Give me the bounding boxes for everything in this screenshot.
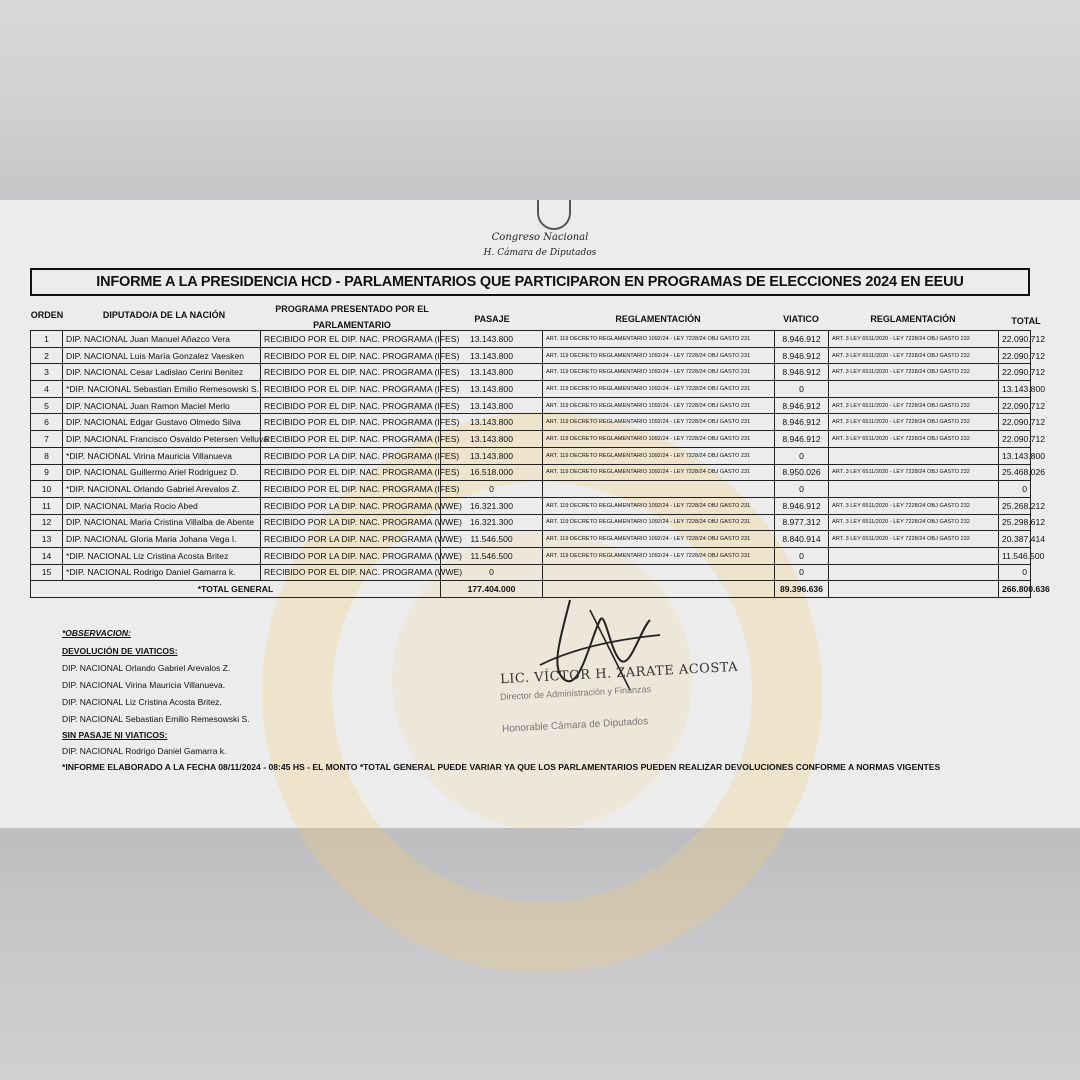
observacion-title: *OBSERVACION: xyxy=(62,628,131,638)
row-diputado-name: DIP. NACIONAL Maria Cristina Villalba de Abente xyxy=(63,514,261,531)
row-total: 11.546.500 xyxy=(999,547,1031,564)
row-diputado-name: *DIP. NACIONAL Virina Mauricia Villanueva xyxy=(63,447,261,464)
row-diputado-name: *DIP. NACIONAL Rodrigo Daniel Gamarra k. xyxy=(63,564,261,581)
row-total: 0 xyxy=(999,564,1031,581)
row-diputado-name: *DIP. NACIONAL Sebastian Emilio Remesowski S. xyxy=(63,381,261,398)
row-pasaje: 16.321.300 xyxy=(441,497,543,514)
row-programa: RECIBIDO POR LA DIP. NAC. PROGRAMA (WWE) xyxy=(261,531,441,548)
row-orden: 7 xyxy=(31,431,63,448)
row-diputado-name: DIP. NACIONAL Maria Rocio Abed xyxy=(63,497,261,514)
row-total: 25.468.026 xyxy=(999,464,1031,481)
row-orden: 5 xyxy=(31,397,63,414)
row-diputado-name: DIP. NACIONAL Guillermo Ariel Rodriguez D. xyxy=(63,464,261,481)
row-total: 22.090.712 xyxy=(999,414,1031,431)
row-diputado-name: DIP. NACIONAL Edgar Gustavo Olmedo Silva xyxy=(63,414,261,431)
row-reglamentacion: ART. 119 DECRETO REGLAMENTARIO 1092/24 - LEY 7228/24 OBJ GASTO 231 xyxy=(543,431,775,448)
table-row xyxy=(31,364,1031,381)
total-general-viatico: 89.396.636 xyxy=(775,581,829,598)
row-diputado-name: DIP. NACIONAL Cesar Ladislao Cerini Benitez xyxy=(63,364,261,381)
row-diputado-name: DIP. NACIONAL Juan Manuel Añazco Vera xyxy=(63,331,261,348)
row-diputado-name: DIP. NACIONAL Luis María Gonzalez Vaesken xyxy=(63,347,261,364)
row-viatico: 8.946.912 xyxy=(775,414,829,431)
devolucion-item: DIP. NACIONAL Liz Cristina Acosta Britez. xyxy=(62,697,222,707)
row-orden: 12 xyxy=(31,514,63,531)
row-viatico: 8.840.914 xyxy=(775,531,829,548)
row-reglamentacion2: ART. 3 LEY 6511/2020 - LEY 7228/24 OBJ GASTO 232 xyxy=(829,431,999,448)
row-reglamentacion2: ART. 3 LEY 6511/2020 - LEY 7228/24 OBJ GASTO 232 xyxy=(829,364,999,381)
total-general-label: *TOTAL GENERAL xyxy=(31,581,441,598)
row-total: 22.090.712 xyxy=(999,347,1031,364)
row-orden: 10 xyxy=(31,481,63,498)
row-reglamentacion xyxy=(543,564,775,581)
devolucion-item: DIP. NACIONAL Orlando Gabriel Arevalos Z. xyxy=(62,663,231,673)
row-viatico: 0 xyxy=(775,381,829,398)
report-title: INFORME A LA PRESIDENCIA HCD - PARLAMENTARIOS QUE PARTICIPARON EN PROGRAMAS DE ELECCIONES 2024 EN EEUU xyxy=(30,268,1030,296)
row-viatico: 0 xyxy=(775,547,829,564)
document-page xyxy=(0,200,1080,828)
row-programa: RECIBIDO POR LA DIP. NAC. PROGRAMA (WWE) xyxy=(261,497,441,514)
row-programa: RECIBIDO POR EL DIP. NAC. PROGRAMA (IFES) xyxy=(261,381,441,398)
col-reglamentacion2-header: REGLAMENTACIÓN xyxy=(870,314,956,324)
row-total: 13.143.800 xyxy=(999,447,1031,464)
row-reglamentacion: ART. 119 DECRETO REGLAMENTARIO 1092/24 - LEY 7228/24 OBJ GASTO 231 xyxy=(543,414,775,431)
row-orden: 1 xyxy=(31,331,63,348)
row-total: 13.143.800 xyxy=(999,381,1031,398)
row-pasaje: 13.143.800 xyxy=(441,414,543,431)
row-pasaje: 13.143.800 xyxy=(441,331,543,348)
row-viatico: 8.946.912 xyxy=(775,331,829,348)
row-viatico: 8.946.912 xyxy=(775,497,829,514)
row-reglamentacion: ART. 119 DECRETO REGLAMENTARIO 1092/24 - LEY 7228/24 OBJ GASTO 231 xyxy=(543,397,775,414)
row-programa: RECIBIDO POR EL DIP. NAC. PROGRAMA (IFES) xyxy=(261,414,441,431)
row-reglamentacion2: ART. 3 LEY 6511/2020 - LEY 7228/24 OBJ GASTO 232 xyxy=(829,531,999,548)
row-reglamentacion: ART. 119 DECRETO REGLAMENTARIO 1092/24 - LEY 7228/24 OBJ GASTO 231 xyxy=(543,364,775,381)
row-programa: RECIBIDO POR LA DIP. NAC. PROGRAMA (WWE) xyxy=(261,547,441,564)
row-pasaje: 11.546.500 xyxy=(441,547,543,564)
row-pasaje: 16.321.300 xyxy=(441,514,543,531)
col-programa-header-l2: PARLAMENTARIO xyxy=(313,320,391,330)
row-programa: RECIBIDO POR EL DIP. NAC. PROGRAMA (IFES) xyxy=(261,364,441,381)
row-reglamentacion: ART. 119 DECRETO REGLAMENTARIO 1092/24 - LEY 7228/24 OBJ GASTO 231 xyxy=(543,514,775,531)
row-viatico: 8.946.912 xyxy=(775,347,829,364)
row-reglamentacion2: ART. 3 LEY 6511/2020 - LEY 7228/24 OBJ GASTO 232 xyxy=(829,414,999,431)
row-reglamentacion: ART. 119 DECRETO REGLAMENTARIO 1092/24 - LEY 7228/24 OBJ GASTO 231 xyxy=(543,497,775,514)
signature-chamber: Honorable Cámara de Diputados xyxy=(501,716,649,735)
table-row xyxy=(31,447,1031,464)
sin-pasaje-item: DIP. NACIONAL Rodrigo Daniel Gamarra k. xyxy=(62,746,227,756)
row-diputado-name: *DIP. NACIONAL Orlando Gabriel Arevalos Z. xyxy=(63,481,261,498)
col-reglamentacion-header: REGLAMENTACIÓN xyxy=(615,314,701,324)
row-reglamentacion2 xyxy=(829,447,999,464)
row-total: 25.298.612 xyxy=(999,514,1031,531)
table-row xyxy=(31,531,1031,548)
row-viatico: 8.946.912 xyxy=(775,397,829,414)
row-reglamentacion: ART. 119 DECRETO REGLAMENTARIO 1092/24 - LEY 7228/24 OBJ GASTO 231 xyxy=(543,331,775,348)
table-row xyxy=(31,464,1031,481)
row-total: 22.090.712 xyxy=(999,397,1031,414)
table-row xyxy=(31,497,1031,514)
row-pasaje: 16.518.000 xyxy=(441,464,543,481)
report-note: *INFORME ELABORADO A LA FECHA 08/11/2024 - 08:45 HS - EL MONTO *TOTAL GENERAL PUEDE VARIAR YA QUE LOS PARLAMENTARIOS PUEDEN REALIZAR DEVOLUCIONES CONFORME A NORMAS VIGENTES xyxy=(62,762,941,772)
row-programa: RECIBIDO POR EL DIP. NAC. PROGRAMA (IFES) xyxy=(261,347,441,364)
row-pasaje: 0 xyxy=(441,481,543,498)
row-orden: 9 xyxy=(31,464,63,481)
row-total: 20.387.414 xyxy=(999,531,1031,548)
devolucion-item: DIP. NACIONAL Virina Mauricia Villanueva. xyxy=(62,680,226,690)
total-general-total: 266.800.636 xyxy=(999,581,1031,598)
row-total: 22.090.712 xyxy=(999,331,1031,348)
row-total: 22.090.712 xyxy=(999,431,1031,448)
row-orden: 3 xyxy=(31,364,63,381)
row-programa: RECIBIDO POR EL DIP. NAC. PROGRAMA (IFES) xyxy=(261,481,441,498)
row-reglamentacion2: ART. 3 LEY 6511/2020 - LEY 7228/24 OBJ GASTO 232 xyxy=(829,347,999,364)
row-reglamentacion xyxy=(543,481,775,498)
row-programa: RECIBIDO POR EL DIP. NAC. PROGRAMA (IFES) xyxy=(261,397,441,414)
background-top xyxy=(0,0,1080,200)
row-pasaje: 13.143.800 xyxy=(441,431,543,448)
row-reglamentacion: ART. 119 DECRETO REGLAMENTARIO 1092/24 - LEY 7228/24 OBJ GASTO 231 xyxy=(543,347,775,364)
table-row xyxy=(31,431,1031,448)
row-programa: RECIBIDO POR LA DIP. NAC. PROGRAMA (IFES) xyxy=(261,447,441,464)
row-reglamentacion2: ART. 3 LEY 6511/2020 - LEY 7228/24 OBJ GASTO 232 xyxy=(829,331,999,348)
row-programa: RECIBIDO POR EL DIP. NAC. PROGRAMA (IFES) xyxy=(261,464,441,481)
participants-table xyxy=(30,330,1050,598)
row-total: 22.090.712 xyxy=(999,364,1031,381)
row-orden: 15 xyxy=(31,564,63,581)
row-programa: RECIBIDO POR EL DIP. NAC. PROGRAMA (IFES) xyxy=(261,331,441,348)
row-reglamentacion2: ART. 3 LEY 6511/2020 - LEY 7228/24 OBJ GASTO 232 xyxy=(829,514,999,531)
col-pasaje-header: PASAJE xyxy=(474,314,510,324)
row-reglamentacion2 xyxy=(829,481,999,498)
row-reglamentacion2: ART. 3 LEY 6511/2020 - LEY 7228/24 OBJ GASTO 232 xyxy=(829,497,999,514)
row-orden: 6 xyxy=(31,414,63,431)
table-row xyxy=(31,414,1031,431)
row-diputado-name: DIP. NACIONAL Francisco Osvaldo Petersen Velluva xyxy=(63,431,261,448)
row-viatico: 0 xyxy=(775,481,829,498)
sin-pasaje-title: SIN PASAJE NI VIATICOS: xyxy=(62,730,168,740)
row-diputado-name: DIP. NACIONAL Juan Ramon Maciel Merlo xyxy=(63,397,261,414)
row-pasaje: 13.143.800 xyxy=(441,381,543,398)
row-pasaje: 0 xyxy=(441,564,543,581)
row-orden: 11 xyxy=(31,497,63,514)
table-row xyxy=(31,547,1031,564)
row-orden: 13 xyxy=(31,531,63,548)
row-programa: RECIBIDO POR EL DIP. NAC. PROGRAMA (WWE) xyxy=(261,564,441,581)
row-reglamentacion: ART. 119 DECRETO REGLAMENTARIO 1092/24 - LEY 7228/24 OBJ GASTO 231 xyxy=(543,547,775,564)
row-viatico: 8.977.312 xyxy=(775,514,829,531)
row-total: 0 xyxy=(999,481,1031,498)
congress-seal-icon xyxy=(537,200,571,230)
row-total: 25.268.212 xyxy=(999,497,1031,514)
row-viatico: 8.946.912 xyxy=(775,431,829,448)
row-reglamentacion2 xyxy=(829,547,999,564)
col-viatico-header: VIATICO xyxy=(783,314,819,324)
row-viatico: 8.950.026 xyxy=(775,464,829,481)
row-diputado-name: *DIP. NACIONAL Liz Cristina Acosta Britez xyxy=(63,547,261,564)
row-orden: 4 xyxy=(31,381,63,398)
row-programa: RECIBIDO POR EL DIP. NAC. PROGRAMA (IFES) xyxy=(261,431,441,448)
devolucion-title: DEVOLUCIÓN DE VIATICOS: xyxy=(62,646,178,656)
row-orden: 14 xyxy=(31,547,63,564)
col-diputado-header: DIPUTADO/A DE LA NACIÓN xyxy=(102,310,226,320)
row-pasaje: 13.143.800 xyxy=(441,397,543,414)
empty-cell xyxy=(829,581,999,598)
signature-role: Director de Administración y Finanzas xyxy=(499,684,652,702)
row-pasaje: 11.546.500 xyxy=(441,531,543,548)
row-reglamentacion: ART. 119 DECRETO REGLAMENTARIO 1092/24 - LEY 7228/24 OBJ GASTO 231 xyxy=(543,447,775,464)
col-total-header: TOTAL xyxy=(1011,316,1041,326)
row-diputado-name: DIP. NACIONAL Gloria Maria Johana Vega I. xyxy=(63,531,261,548)
table-row xyxy=(31,347,1031,364)
row-reglamentacion2 xyxy=(829,381,999,398)
row-viatico: 0 xyxy=(775,564,829,581)
table-row xyxy=(31,514,1031,531)
row-reglamentacion2: ART. 3 LEY 6511/2020 - LEY 7228/24 OBJ GASTO 232 xyxy=(829,397,999,414)
row-reglamentacion2: ART. 3 LEY 6511/2020 - LEY 7228/24 OBJ GASTO 232 xyxy=(829,464,999,481)
table-row xyxy=(31,381,1031,398)
devolucion-item: DIP. NACIONAL Sebastian Emilio Remesowski S. xyxy=(62,714,250,724)
col-programa-header-l1: PROGRAMA PRESENTADO POR EL xyxy=(275,304,429,314)
row-pasaje: 13.143.800 xyxy=(441,347,543,364)
row-pasaje: 13.143.800 xyxy=(441,364,543,381)
total-general-pasaje: 177.404.000 xyxy=(441,581,543,598)
row-reglamentacion: ART. 119 DECRETO REGLAMENTARIO 1092/24 - LEY 7228/24 OBJ GASTO 231 xyxy=(543,381,775,398)
table-row xyxy=(31,564,1031,581)
row-reglamentacion: ART. 119 DECRETO REGLAMENTARIO 1092/24 - LEY 7228/24 OBJ GASTO 231 xyxy=(543,531,775,548)
table-row xyxy=(31,397,1031,414)
table-row xyxy=(31,331,1031,348)
col-orden-header: ORDEN xyxy=(30,310,64,320)
chamber-name: H. Cámara de Diputados xyxy=(483,248,597,258)
signature-name: LIC. VÍCTOR H. ZARATE ACOSTA xyxy=(499,659,739,688)
table-row xyxy=(31,481,1031,498)
row-programa: RECIBIDO POR LA DIP. NAC. PROGRAMA (WWE) xyxy=(261,514,441,531)
row-viatico: 0 xyxy=(775,447,829,464)
row-reglamentacion2 xyxy=(829,564,999,581)
row-pasaje: 13.143.800 xyxy=(441,447,543,464)
row-viatico: 8.946.912 xyxy=(775,364,829,381)
row-orden: 8 xyxy=(31,447,63,464)
row-reglamentacion: ART. 119 DECRETO REGLAMENTARIO 1092/24 - LEY 7228/24 OBJ GASTO 231 xyxy=(543,464,775,481)
row-orden: 2 xyxy=(31,347,63,364)
institution-name: Congreso Nacional xyxy=(491,232,589,243)
